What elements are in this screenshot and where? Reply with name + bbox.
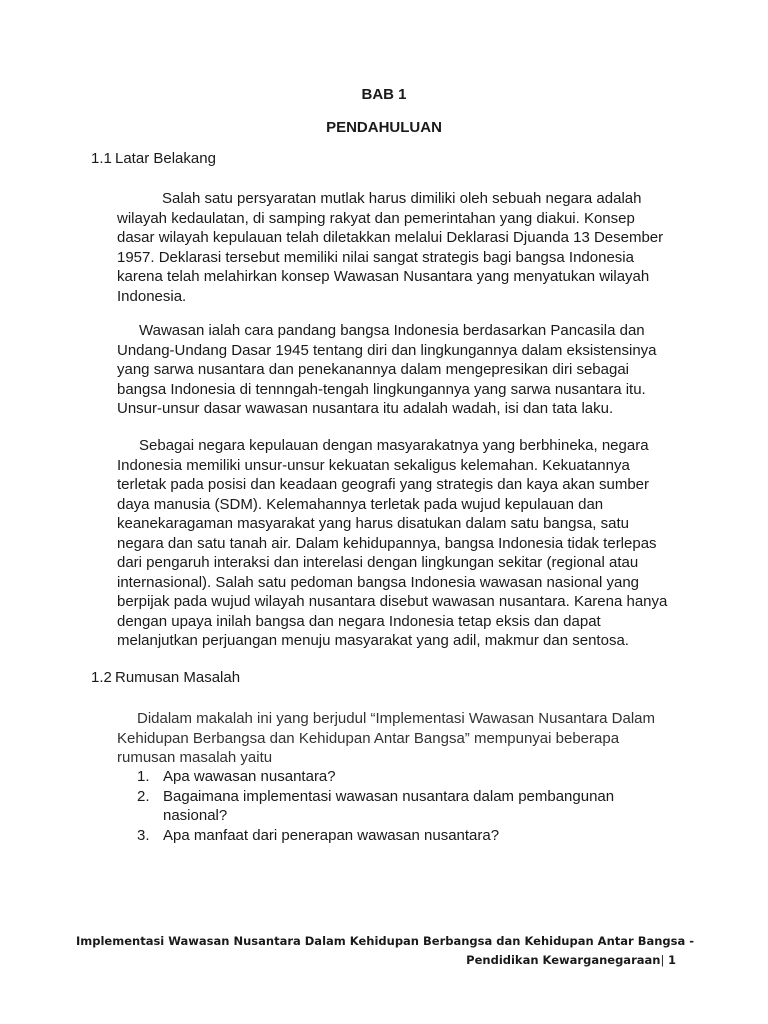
section-heading-latar-belakang [91,150,216,167]
list-item [137,767,677,787]
footer-separator: | [660,953,665,967]
paragraph: Sebagai negara kepulauan dengan masyarakatnya yang berbhineka, negara Indonesia memiliki unsur-unsur kekuatan sekaligus kelemahan. Kekuatannya terletak pada posisi dan keadaan geografi yang strategis dan kaya akan sumber daya manusia (SDM). Kelemahannya terletak pada wujud kepulauan dan keanekaragaman masyarakat yang harus disatukan dalam satu bangsa, satu negara dan satu tanah air. Dalam kehidupannya, bangsa Indonesia tidak terlepas dari pengaruh interaksi dan interelasi dengan lingkungan sekitar (regional atau internasional). Salah satu pedoman bangsa Indonesia wawasan nasional yang berpijak pada wujud wilayah nusantara disebut wawasan nusantara. Karena hanya dengan upaya inilah bangsa dan negara Indonesia tetap eksis dan dapat melanjutkan perjuangan menuju masyarakat yang adil, makmur dan sentosa. [117,437,668,649]
chapter-title: BAB 1 [361,86,407,103]
paragraph: Wawasan ialah cara pandang bangsa Indonesia berdasarkan Pancasila dan Undang-Undang Dasar 1945 tentang diri dan lingkungannya dalam eksistensinya yang sarwa nusantara dan penekanannya dalam mengepresikan diri sebagai bangsa Indonesia di tennngah-tengah lingkungannya yang sarwa nusantara itu. Unsur-unsur dasar wawasan nusantara itu adalah wadah, isi dan tata laku. [117,322,657,417]
paragraph-intro: Didalam makalah ini yang berjudul “Implementasi Wawasan Nusantara Dalam Kehidupan Berbangsa dan Kehidupan Antar Bangsa” mempunyai beberapa rumusan masalah yaitu [117,710,656,766]
section-heading-rumusan-masalah [91,669,240,686]
question-list [137,767,677,845]
list-item [137,826,677,846]
list-text: Apa wawasan nusantara? [163,768,336,785]
page-number: 1 [667,953,676,967]
list-number: 3. [137,826,150,844]
section-title: Latar Belakang [115,150,216,167]
list-text: Bagaimana implementasi wawasan nusantara dalam pembangunan nasional? [163,787,615,824]
section-number: 1.1 [91,150,112,167]
list-item [137,787,677,826]
footer-subject: Pendidikan Kewarganegaraan [466,953,661,967]
page-footer [76,932,695,970]
section-title: Rumusan Masalah [115,669,241,686]
footer-title: Implementasi Wawasan Nusantara Dalam Kehidupan Berbangsa dan Kehidupan Antar Bangsa - [76,934,695,948]
chapter-subtitle: PENDAHULUAN [326,119,442,136]
list-text: Apa manfaat dari penerapan wawasan nusantara? [163,826,500,844]
list-number: 1. [137,768,150,785]
list-number: 2. [137,787,150,805]
paragraph: Salah satu persyaratan mutlak harus dimiliki oleh sebuah negara adalah wilayah kedaulatan, di samping rakyat dan pemerintahan yang diakui. Konsep dasar wilayah kepulauan telah diletakkan melalui Deklarasi Djuanda 13 Desember 1957. Deklarasi tersebut memiliki nilai sangat strategis bagi bangsa Indonesia karena telah melahirkan konsep Wawasan Nusantara yang menyatukan wilayah Indonesia. [117,190,664,305]
section-number: 1.2 [91,669,112,686]
